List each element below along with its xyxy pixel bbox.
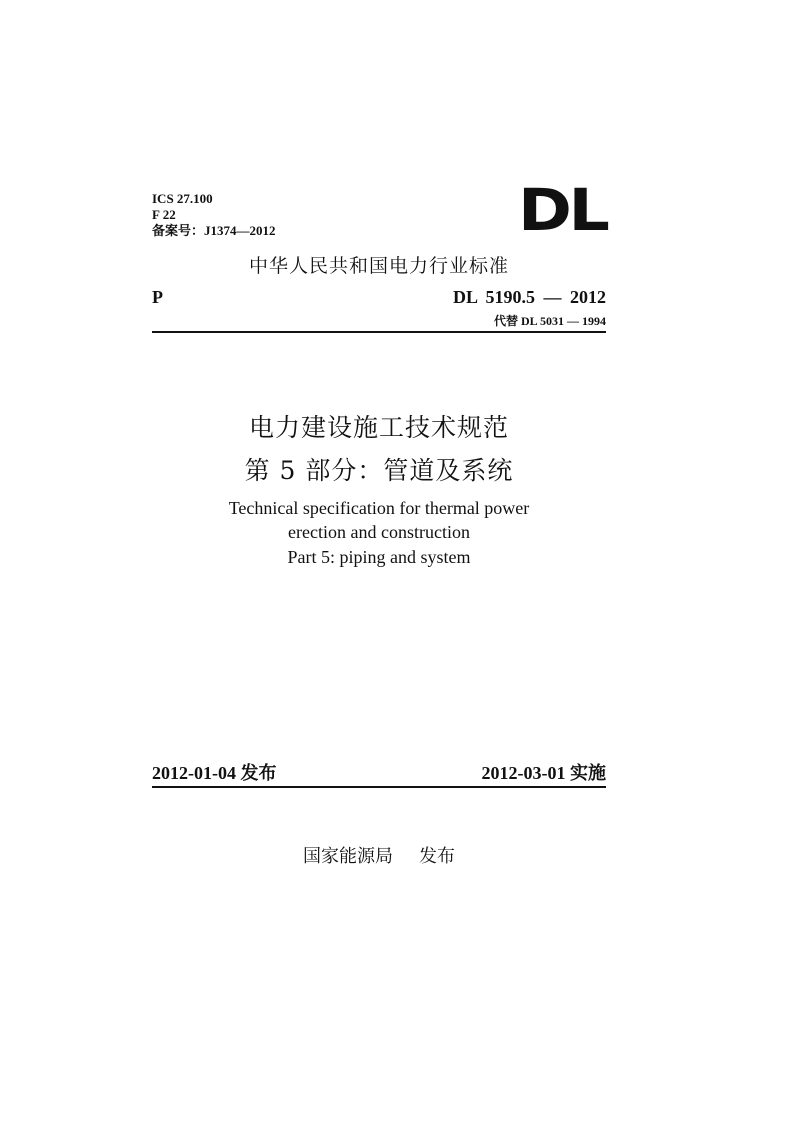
- classification-letter: P: [152, 287, 163, 307]
- title-zh-line2: 第 5 部分：管道及系统: [244, 456, 514, 485]
- record-number: 备案号：J1374—2012: [152, 223, 276, 238]
- standard-code: DL 5190.5 — 2012: [452, 287, 606, 307]
- header-divider: [152, 331, 606, 333]
- dl-logo: DL: [518, 176, 607, 244]
- issue-date: 2012-01-04 发布: [152, 763, 277, 783]
- issuer-name: 国家能源局: [303, 846, 393, 867]
- footer-divider: [152, 786, 606, 788]
- title-en-line1: Technical specification for thermal power: [228, 498, 530, 518]
- replaces-standard: 代替 DL 5031 — 1994: [493, 314, 606, 328]
- issuer-action: 发布: [419, 846, 455, 867]
- title-zh-line1: 电力建设施工技术规范: [248, 413, 509, 442]
- issuer-line: [152, 842, 606, 868]
- implementation-date: 2012-03-01 实施: [481, 763, 606, 783]
- title-en-line2: erection and construction: [288, 522, 470, 542]
- organization-title: 中华人民共和国电力行业标准: [248, 255, 509, 277]
- title-en-line3: Part 5: piping and system: [287, 547, 471, 567]
- ics-code: ICS 27.100: [152, 191, 213, 206]
- ccs-code: F 22: [152, 207, 176, 222]
